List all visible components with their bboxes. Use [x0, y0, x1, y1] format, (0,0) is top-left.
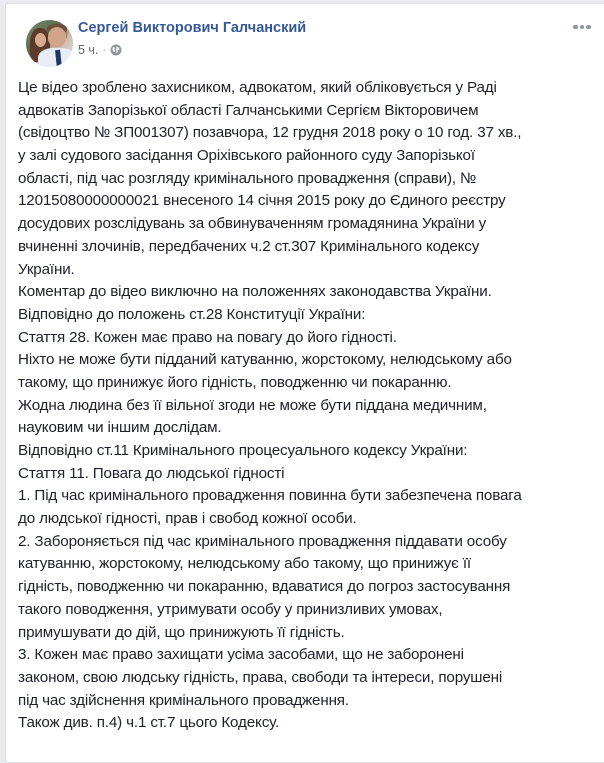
- author-avatar[interactable]: [26, 20, 73, 67]
- body-line: Жодна людина без її вільної згоди не може бути піддана медичним,: [18, 396, 487, 414]
- body-line: 1. Під час кримінального провадження повинна бути забезпечена повага: [18, 487, 522, 505]
- body-line: примушувати до дій, що принижують її гідність.: [18, 623, 345, 641]
- body-line: такому, що принижує його гідність, поводженню чи покаранню.: [18, 373, 452, 391]
- body-line: до людської гідності, прав і свобод кожної особи.: [18, 510, 357, 528]
- body-line: у залі судового засідання Оріхівського районного суду Запорізької: [18, 147, 475, 165]
- body-line: законом, свою людську гідність, права, свободи та інтереси, порушені: [18, 668, 503, 686]
- body-line: науковим чи іншим дослідам.: [18, 419, 222, 437]
- globe-icon[interactable]: [110, 44, 122, 56]
- body-line: області, під час розгляду кримінального провадження (справи), №: [18, 169, 477, 187]
- body-line: (свідоцтво № ЗП001307) позавчора, 12 грудня 2018 року о 10 год. 37 хв.,: [18, 124, 522, 142]
- body-line: 3. Кожен має право захищати усіма засобами, що не заборонені: [18, 646, 464, 664]
- avatar-face-right: [48, 27, 66, 47]
- body-line: Коментар до відео виключно на положеннях законодавства України.: [18, 283, 492, 301]
- body-line: Це відео зроблено захисником, адвокатом, який обліковується у Раді: [18, 79, 497, 96]
- body-line: гідність, поводженню чи покаранню, вдаватися до погроз застосування: [18, 578, 511, 596]
- meta-separator: ·: [102, 44, 107, 56]
- ellipsis-dot-icon: [573, 25, 578, 30]
- ellipsis-dot-icon: [580, 25, 585, 30]
- author-name-link[interactable]: Сергей Викторович Галчанский: [78, 20, 307, 36]
- post-body-text: [18, 77, 598, 735]
- body-line: Стаття 28. Кожен має право на повагу до його гідності.: [18, 328, 397, 346]
- body-line: катуванню, жорстокому, нелюдському або такому, що принижує її: [18, 555, 471, 573]
- more-options-button[interactable]: [573, 22, 593, 32]
- body-line: Відповідно ст.11 Кримінального процесуального кодексу України:: [18, 442, 468, 459]
- body-line: Ніхто не може бути підданий катуванню, жорстокому, нелюдському або: [18, 351, 512, 369]
- body-line: вчиненні злочинів, передбачених ч.2 ст.307 Кримінального кодексу: [18, 237, 480, 255]
- post-meta: [78, 42, 122, 58]
- body-line: 2. Забороняється під час кримінального провадження піддавати особу: [18, 532, 507, 550]
- body-line: адвокатів Запорізької області Галчанськими Сергієм Вікторовичем: [18, 101, 479, 119]
- body-line: Відповідно до положень ст.28 Конституції України:: [18, 305, 366, 323]
- avatar-face-left: [35, 33, 46, 47]
- body-line: України.: [18, 260, 75, 278]
- post-timestamp[interactable]: 5 ч.: [78, 43, 99, 57]
- body-line: досудових розслідувань за обвинуваченням громадянина України у: [18, 215, 487, 233]
- ellipsis-dot-icon: [586, 25, 591, 30]
- body-line: Також див. п.4) ч.1 ст.7 цього Кодексу.: [18, 714, 280, 732]
- body-line: під час здійснення кримінального провадження.: [18, 691, 349, 709]
- body-line: такого поводження, утримувати особу у принизливих умовах,: [18, 600, 443, 618]
- body-line: Стаття 11. Повага до людської гідності: [18, 464, 285, 482]
- body-line: 12015080000000021 внесеного 14 січня 2015 року до Єдиного реєстру: [18, 192, 506, 210]
